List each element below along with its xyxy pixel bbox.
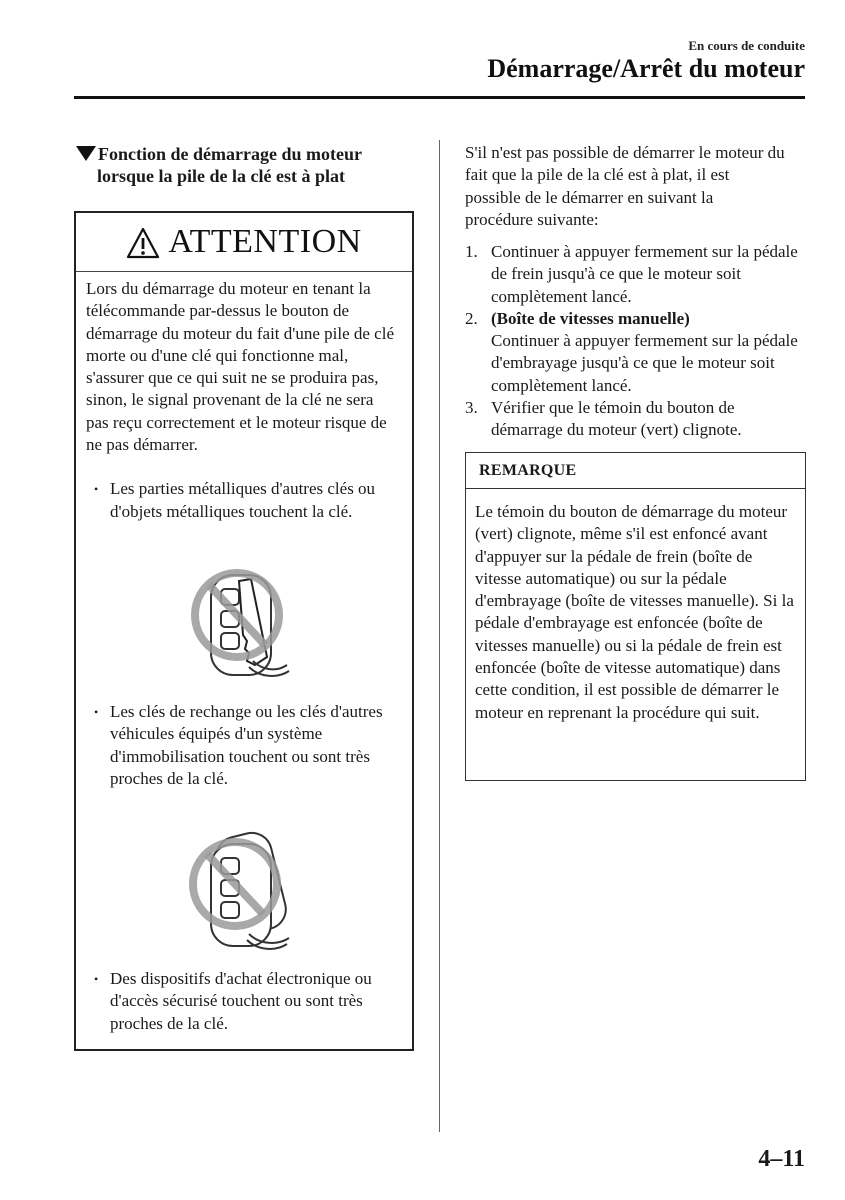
section-heading bbox=[76, 143, 416, 187]
step-3 bbox=[465, 397, 805, 442]
attention-paragraph: Lors du démarrage du moteur en tenant la télécommande par-dessus le bouton de démarrage du moteur du fait d'une pile de clé morte ou d'une clé qui fonctionne mal, s'assurer que ce qui suit ne se produira pas, sinon, le signal provenant de la clé ne sera pas reçu correctement et le moteur risque de ne pas démarrer. bbox=[86, 279, 394, 455]
header-section-label: En cours de conduite bbox=[688, 38, 805, 53]
header-rule bbox=[74, 96, 805, 99]
attention-bullet-3: • Des dispositifs d'achat électronique ou d'accès sécurisé touchent ou sont très proches de la clé. bbox=[86, 968, 402, 1035]
remark-text: Le témoin du bouton de démarrage du moteur (vert) clignote, même s'il est enfoncé avant d'appuyer sur la pédale de frein (boîte de vitesse automatique) ou sur la pédale d'embrayage (boîte de vitesses manuelle). Si la pédale d'embrayage est enfoncée (boîte de vitesses manuelle) ou si la pédale de frein est enfoncée (boîte de vitesse automatique) dans cette condition, il est possible de démarrer le moteur en reprenant la procédure qui suit. bbox=[475, 502, 794, 722]
page-title: Démarrage/Arrêt du moteur bbox=[487, 54, 805, 83]
page-number: 4–11 bbox=[758, 1146, 805, 1172]
step-text: Continuer à appuyer fermement sur la pédale d'embrayage jusqu'à ce que le moteur soit complètement lancé. bbox=[491, 331, 798, 395]
step-text: Vérifier que le témoin du bouton de démarrage du moteur (vert) clignote. bbox=[491, 398, 742, 440]
right-intro: S'il n'est pas possible de démarrer le moteur du fait que la pile de la clé est à plat, il est possible de le démarrer en suivant la procédure suivante: bbox=[465, 143, 785, 229]
step-text: Continuer à appuyer fermement sur la pédale de frein jusqu'à ce que le moteur soit complètement lancé. bbox=[491, 242, 798, 306]
attention-bullet-1: • Les parties métalliques d'autres clés ou d'objets métalliques touchent la clé. bbox=[86, 478, 402, 523]
remark-title: REMARQUE bbox=[466, 453, 805, 489]
attention-bullet-2: • Les clés de rechange ou les clés d'autres véhicules équipés d'un système d'immobilisation touchent ou sont très proches de la clé. bbox=[86, 701, 402, 790]
column-divider bbox=[439, 140, 440, 1132]
triangle-bullet-icon bbox=[76, 146, 96, 161]
procedure-steps bbox=[465, 241, 805, 442]
remark-box bbox=[465, 452, 806, 781]
attention-title: ATTENTION bbox=[168, 223, 362, 260]
warning-triangle-icon bbox=[126, 227, 160, 259]
section-heading-line1: Fonction de démarrage du moteur bbox=[98, 144, 362, 164]
step-number: 1. bbox=[465, 242, 478, 261]
key-with-spare-keys-prohibited-icon bbox=[189, 826, 299, 956]
figure-key-spares bbox=[86, 826, 402, 956]
attention-body bbox=[76, 272, 412, 1035]
attention-banner bbox=[76, 213, 412, 272]
section-heading-line2: lorsque la pile de la clé est à plat bbox=[97, 166, 345, 186]
step-1 bbox=[465, 241, 805, 308]
step-bold-label: (Boîte de vitesses manuelle) bbox=[491, 308, 690, 328]
step-2 bbox=[465, 308, 805, 397]
step-number: 2. bbox=[465, 308, 478, 328]
key-with-metal-object-prohibited-icon bbox=[189, 561, 299, 687]
step-number: 3. bbox=[465, 398, 478, 418]
figure-key-metal bbox=[86, 561, 402, 687]
attention-box bbox=[74, 211, 414, 1051]
